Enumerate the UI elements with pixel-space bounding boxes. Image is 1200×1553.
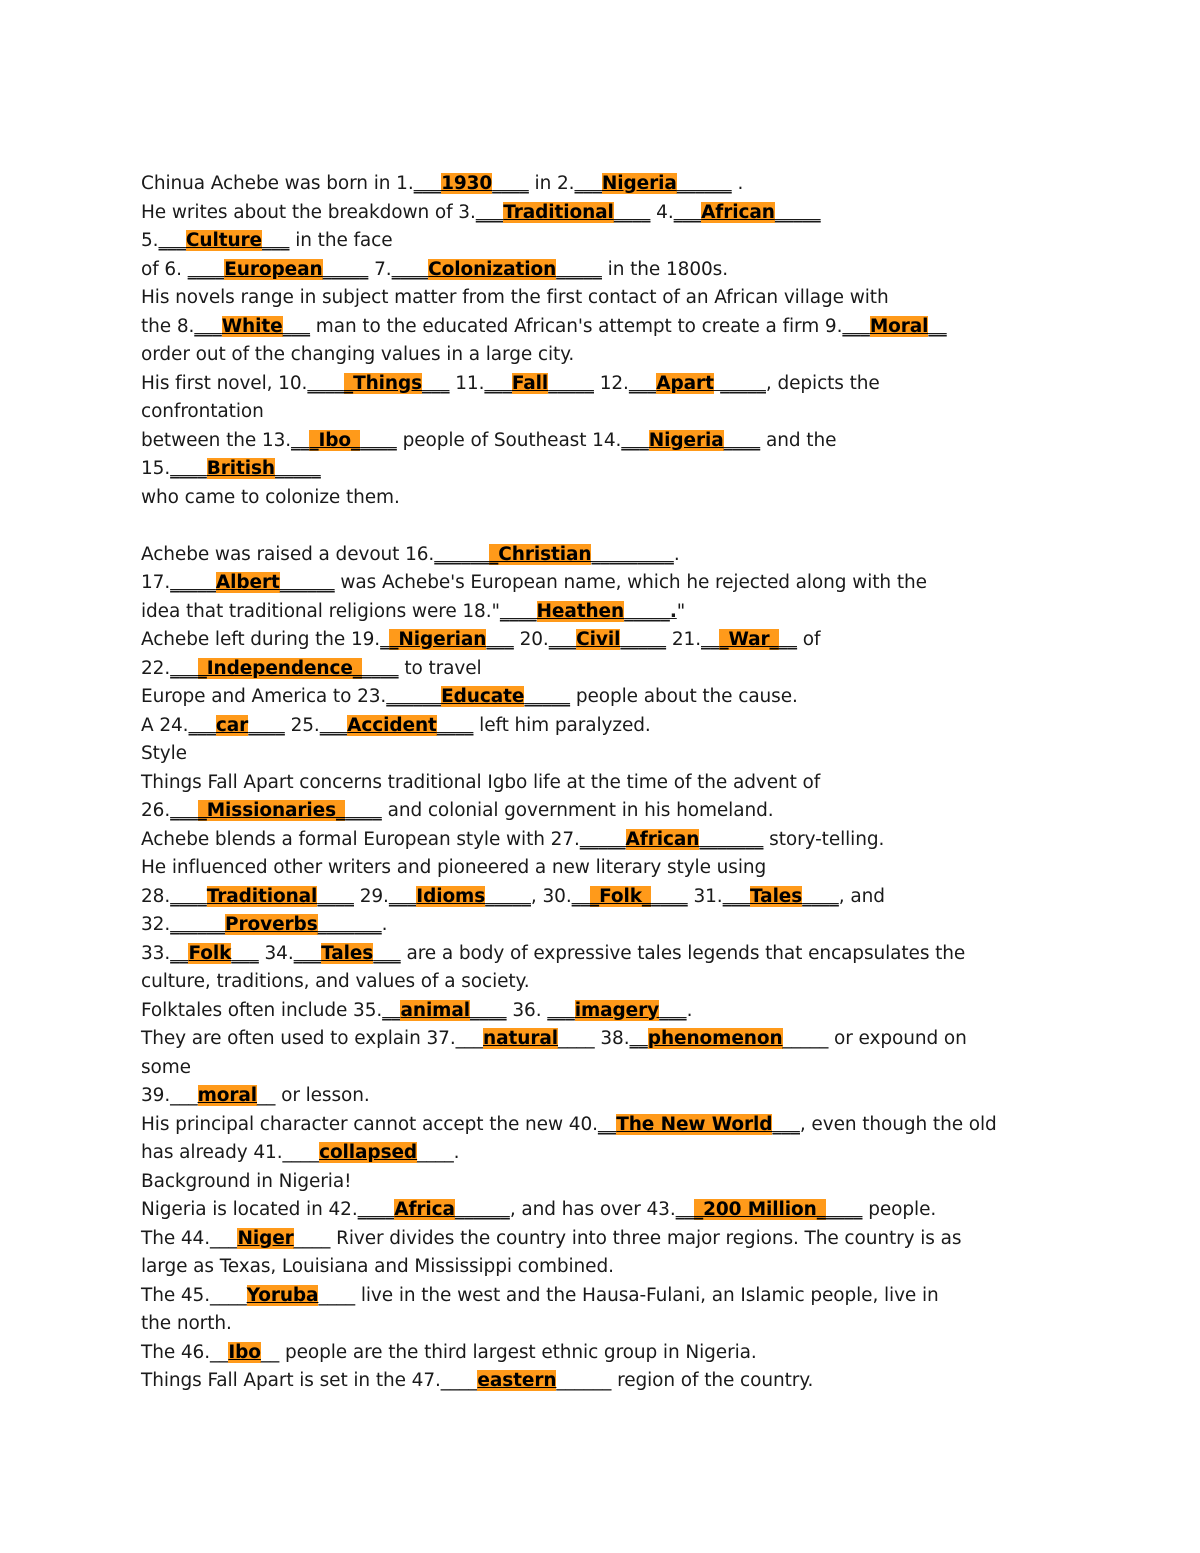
blank-underline: ______	[434, 543, 490, 565]
text-segment: 21.	[666, 629, 701, 650]
text-segment: .	[731, 173, 744, 194]
text-segment: ____ live in the west and the Hausa-Fulani, an Islamic people, live in	[318, 1284, 939, 1306]
text-segment: was Achebe's European name, which he rejected along with the	[334, 572, 927, 593]
blank-underline: ____	[499, 600, 537, 622]
blank-underline: ___	[475, 201, 504, 223]
text-segment: the 8.	[141, 315, 195, 337]
text-line	[141, 911, 1051, 940]
answer-highlight: phenomenon	[647, 1028, 783, 1049]
text-line	[141, 1310, 1051, 1339]
answer-highlight: White	[221, 315, 283, 337]
text-line	[141, 398, 1051, 427]
text-line	[141, 1111, 1051, 1140]
answer-highlight: collapsed	[319, 1142, 418, 1163]
answer-highlight: _Ibo_	[309, 429, 361, 451]
text-line	[141, 1367, 1051, 1396]
text-line	[141, 940, 1051, 969]
blank-underline: ___	[373, 942, 401, 964]
answer-highlight: _Christian	[489, 543, 592, 565]
text-line	[141, 370, 1051, 399]
text-segment: story-telling.	[763, 828, 885, 850]
answer-highlight: _Missionaries_	[197, 800, 346, 821]
blank-underline: ______	[386, 686, 442, 707]
blank-underline: ___	[722, 885, 751, 907]
blank-underline: ___	[628, 372, 657, 394]
answer-highlight: Traditional	[503, 201, 614, 223]
blank-underline: ____	[187, 258, 225, 280]
text-segment: , and has over 43.	[509, 1199, 676, 1220]
text-segment: 31.	[687, 885, 723, 907]
text-line	[141, 1139, 1051, 1168]
blank-underline: ____	[825, 1199, 863, 1220]
text-segment: has already 41.____	[141, 1142, 320, 1163]
text-segment: 25.	[284, 714, 320, 736]
answer-highlight: Traditional	[206, 885, 318, 907]
text-segment: 17.	[141, 572, 171, 593]
text-segment: "	[676, 600, 686, 622]
text-segment: .	[673, 543, 680, 565]
text-segment: confrontation	[141, 401, 264, 422]
text-segment: people of Southeast 14.	[396, 429, 622, 451]
text-segment: Things Fall Apart concerns traditional Igbo life at the time of the advent of	[141, 771, 821, 793]
text-line	[141, 256, 1051, 285]
blank-underline: ___	[261, 230, 290, 251]
text-segment: order out of the changing values in a large city.	[141, 344, 575, 365]
text-line	[141, 968, 1051, 997]
blank-underline: ____	[170, 885, 207, 907]
text-segment: ______ region of the country.	[556, 1370, 814, 1391]
text-line	[141, 769, 1051, 798]
text-line	[141, 313, 1051, 342]
text-line	[141, 1196, 1051, 1225]
text-segment: large as Texas, Louisiana and Mississippi combined.	[141, 1256, 614, 1277]
text-segment: are a body of expressive tales legends that encapsulates the	[400, 942, 966, 964]
blank-underline: ___	[170, 800, 198, 821]
blank-underline: ___	[574, 173, 602, 194]
text-line	[141, 712, 1051, 741]
text-segment: Europe and America to 23.	[141, 686, 387, 707]
text-segment: His principal character cannot accept the new 40.	[141, 1113, 598, 1135]
text-segment: .	[686, 999, 693, 1021]
answer-highlight: 1930	[441, 173, 493, 194]
text-segment: 12.	[593, 372, 629, 394]
text-segment: Achebe left during the 19.	[141, 629, 381, 650]
answer-highlight: eastern	[477, 1370, 557, 1391]
text-segment: 15.	[141, 458, 171, 479]
text-segment: 39.___	[141, 1085, 198, 1106]
text-segment: idea that traditional religions were 18."	[141, 600, 500, 622]
text-segment: Nigeria is located in 42.	[141, 1199, 358, 1220]
blank-underline: ____	[317, 885, 354, 907]
answer-highlight: Yoruba	[246, 1284, 319, 1306]
answer-highlight: imagery	[574, 999, 660, 1021]
blank-underline: ___	[548, 629, 577, 650]
blank-underline: ___	[547, 999, 575, 1021]
blank-underline: ____	[469, 999, 507, 1021]
text-segment: A 24.	[141, 714, 189, 736]
text-segment: The 46.__	[141, 1341, 229, 1363]
text-segment: left him paralyzed.	[473, 714, 651, 736]
blank-underline: ___	[194, 315, 222, 337]
answer-highlight: _200 Million_	[693, 1199, 826, 1220]
text-line	[141, 797, 1051, 826]
text-line	[141, 541, 1051, 570]
worksheet-body	[141, 170, 1051, 1396]
blank-underline: ___	[621, 429, 649, 451]
text-segment: He influenced other writers and pioneered a new literary style using	[141, 857, 767, 878]
text-segment: and the	[760, 429, 837, 451]
text-segment: 33.	[141, 942, 171, 964]
text-segment: 29.	[353, 885, 389, 907]
blank-underline: __	[629, 1028, 648, 1049]
text-segment: _____ or expound on	[782, 1028, 967, 1049]
blank-underline: ___	[659, 999, 687, 1021]
blank-underline: __	[170, 942, 189, 964]
text-line	[141, 569, 1051, 598]
text-line	[141, 341, 1051, 370]
text-line	[141, 170, 1051, 199]
blank-underline: ___	[188, 714, 216, 736]
answer-highlight: Africa	[394, 1199, 455, 1220]
answer-highlight: Educate	[441, 686, 525, 707]
text-segment: .	[381, 914, 388, 935]
text-segment: His first novel, 10.	[141, 372, 308, 394]
text-segment: Achebe was raised a devout 16.	[141, 543, 435, 565]
text-segment: in 2.	[528, 173, 575, 194]
answer-highlight: Niger	[237, 1227, 294, 1249]
text-line	[141, 1225, 1051, 1254]
blank-underline: ___	[772, 1113, 800, 1135]
answer-highlight: Proverbs	[225, 914, 318, 935]
text-line	[141, 484, 1051, 513]
answer-highlight: car	[215, 714, 249, 736]
text-segment: Background in Nigeria!	[141, 1170, 352, 1192]
blank-underline: _____	[774, 201, 821, 223]
text-line	[141, 598, 1051, 627]
text-segment: in the face	[289, 230, 393, 251]
answer-highlight: Idioms	[416, 885, 486, 907]
text-line	[141, 455, 1051, 484]
answer-highlight: _Independence_	[197, 657, 362, 679]
text-segment: 5.	[141, 230, 159, 251]
blank-underline: ______	[170, 914, 226, 935]
text-segment: 7.	[368, 258, 392, 280]
text-segment: 28.	[141, 885, 171, 907]
blank-underline: _____	[170, 572, 216, 593]
blank-underline: __	[382, 999, 401, 1021]
text-segment: __ people are the third largest ethnic group in Nigeria.	[260, 1341, 757, 1363]
blank-underline: ____	[651, 885, 688, 907]
text-segment: in the 1800s.	[601, 258, 728, 280]
blank-underline: ______	[676, 173, 732, 194]
blank-underline: _____	[620, 629, 667, 650]
blank-underline: _____	[322, 258, 369, 280]
text-segment: The 44.___	[141, 1227, 238, 1249]
text-segment: They are often used to explain 37.___	[141, 1028, 484, 1049]
blank-underline: _	[380, 629, 390, 650]
blank-underline: ____	[248, 714, 285, 736]
blank-underline: _________	[591, 543, 674, 565]
blank-underline: ___	[319, 714, 348, 736]
text-line	[141, 1282, 1051, 1311]
text-segment: who came to colonize them.	[141, 486, 400, 508]
blank-underline: ___	[158, 230, 186, 251]
text-segment: ____ River divides the country into three major regions. The country is as	[293, 1227, 962, 1249]
answer-highlight: Nigeria	[648, 429, 724, 451]
answer-highlight: _Nigerian	[389, 629, 487, 650]
text-segment: 32.	[141, 914, 171, 935]
text-line	[141, 740, 1051, 769]
blank-underline: ___	[388, 885, 417, 907]
text-line	[141, 854, 1051, 883]
blank-underline: _____	[579, 828, 626, 850]
text-line	[141, 683, 1051, 712]
answer-highlight: Nigeria	[601, 173, 677, 194]
text-line	[141, 1082, 1051, 1111]
answer-highlight: Albert	[215, 572, 280, 593]
blank-underline: ___	[293, 942, 322, 964]
blank-underline: __	[928, 315, 947, 337]
blank-underline: _____	[274, 458, 321, 479]
blank-underline: ___	[422, 372, 450, 394]
text-segment: 20.	[513, 629, 549, 650]
blank-underline: ____	[436, 714, 474, 736]
text-segment: __ or lesson.	[257, 1085, 370, 1106]
blank-underline: ____	[170, 458, 207, 479]
blank-underline: _____	[713, 372, 766, 394]
blank-underline: ____	[307, 372, 344, 394]
answer-highlight: Apart	[656, 372, 714, 394]
answer-highlight: Tales	[750, 885, 803, 907]
text-segment: of	[796, 629, 821, 650]
blank-underline: ____	[802, 885, 839, 907]
answer-highlight: British	[206, 458, 275, 479]
text-segment: 22.	[141, 657, 171, 679]
blank-underline: ___	[673, 201, 702, 223]
answer-highlight: Ibo	[228, 1341, 261, 1363]
text-segment: The 45.____	[141, 1284, 247, 1306]
text-line	[141, 655, 1051, 684]
blank-underline: _______	[317, 914, 382, 935]
text-segment: the north.	[141, 1313, 232, 1334]
text-segment: He writes about the breakdown of 3.	[141, 201, 476, 223]
text-segment: , and	[838, 885, 885, 907]
text-segment: , even though the old	[799, 1113, 997, 1135]
text-line	[141, 1339, 1051, 1368]
blank-underline: ___	[842, 315, 870, 337]
text-line	[141, 199, 1051, 228]
answer-highlight: Colonization	[428, 258, 557, 280]
text-segment: ____ 38.	[557, 1028, 630, 1049]
answer-highlight: Moral	[869, 315, 929, 337]
text-line	[141, 427, 1051, 456]
blank-underline: ____	[361, 657, 399, 679]
text-segment: Things Fall Apart is set in the 47.____	[141, 1370, 478, 1391]
text-line	[141, 1168, 1051, 1197]
text-line	[141, 284, 1051, 313]
text-segment: 34.	[258, 942, 294, 964]
text-segment: , depicts the	[765, 372, 880, 394]
answer-highlight: Heathen	[536, 600, 625, 622]
blank-underline: ___	[413, 173, 442, 194]
answer-highlight: Folk	[188, 942, 232, 964]
text-line	[141, 883, 1051, 912]
blank-underline: ____	[345, 800, 382, 821]
text-segment: Folktales often include 35.	[141, 999, 383, 1021]
text-segment: to travel	[398, 657, 482, 679]
blank-underline: __	[571, 885, 590, 907]
text-line	[141, 1054, 1051, 1083]
blank-underline: __	[778, 629, 797, 650]
answer-highlight: _Folk_	[589, 885, 652, 907]
answer-highlight: European	[224, 258, 323, 280]
blank-underline: ____	[357, 1199, 395, 1220]
answer-highlight: Civil	[576, 629, 621, 650]
blank-underline: ______	[454, 1199, 510, 1220]
text-line	[141, 227, 1051, 256]
blank-underline: _____	[548, 372, 594, 394]
blank-underline: ___	[282, 315, 311, 337]
blank-underline: ___	[231, 942, 259, 964]
text-segment: 11.	[449, 372, 485, 394]
blank-underline: __	[701, 629, 720, 650]
blank-underline: _____	[556, 258, 602, 280]
answer-highlight: Tales	[321, 942, 374, 964]
answer-highlight: animal	[400, 999, 470, 1021]
text-line	[141, 997, 1051, 1026]
answer-highlight: _War_	[719, 629, 779, 650]
blank-underline: ____	[492, 173, 529, 194]
blank-underline: _______	[699, 828, 764, 850]
blank-underline: _____.	[624, 600, 677, 622]
text-segment: Chinua Achebe was born in 1.	[141, 173, 414, 194]
blank-underline: ___	[484, 372, 512, 394]
text-segment: man to the educated African's attempt to create a firm 9.	[310, 315, 843, 337]
answer-highlight: natural	[483, 1028, 558, 1049]
text-segment: 36.	[506, 999, 548, 1021]
text-segment: Achebe blends a formal European style with 27.	[141, 828, 580, 850]
text-segment: His novels range in subject matter from the first contact of an African village with	[141, 287, 889, 308]
text-segment: 26.	[141, 800, 171, 821]
answer-highlight: The New World	[616, 1113, 773, 1135]
text-segment: 4.	[650, 201, 674, 223]
answer-highlight: Culture	[185, 230, 262, 251]
blank-line	[141, 512, 1051, 541]
blank-underline: _____	[524, 686, 571, 707]
text-segment: people.	[862, 1199, 937, 1220]
answer-highlight: Accident	[347, 714, 437, 736]
blank-underline: __	[291, 429, 310, 451]
text-segment: , 30.	[530, 885, 572, 907]
text-segment: culture, traditions, and values of a society.	[141, 971, 530, 992]
answer-highlight: _Things	[343, 372, 423, 394]
answer-highlight: African	[625, 828, 700, 850]
blank-underline: ____	[613, 201, 651, 223]
text-segment: some	[141, 1056, 191, 1078]
answer-highlight: African	[701, 201, 775, 223]
text-line	[141, 826, 1051, 855]
blank-underline: ____	[391, 258, 429, 280]
blank-underline: ___	[170, 657, 198, 679]
blank-underline: ___	[486, 629, 514, 650]
text-segment: ____.	[417, 1142, 460, 1163]
answer-highlight: Fall	[511, 372, 549, 394]
text-segment: between the 13.	[141, 429, 292, 451]
blank-underline: ______	[279, 572, 335, 593]
text-line	[141, 626, 1051, 655]
answer-highlight: moral	[197, 1085, 258, 1106]
blank-underline: __	[675, 1199, 694, 1220]
text-line	[141, 1253, 1051, 1282]
text-segment: and colonial government in his homeland.	[381, 800, 774, 821]
text-segment: Style	[141, 743, 187, 764]
blank-underline: _____	[485, 885, 531, 907]
blank-underline: __	[597, 1113, 617, 1135]
blank-underline: ____	[360, 429, 397, 451]
text-segment: of 6.	[141, 258, 188, 280]
blank-underline: ____	[723, 429, 761, 451]
text-segment: people about the cause.	[570, 686, 798, 707]
text-line	[141, 1025, 1051, 1054]
